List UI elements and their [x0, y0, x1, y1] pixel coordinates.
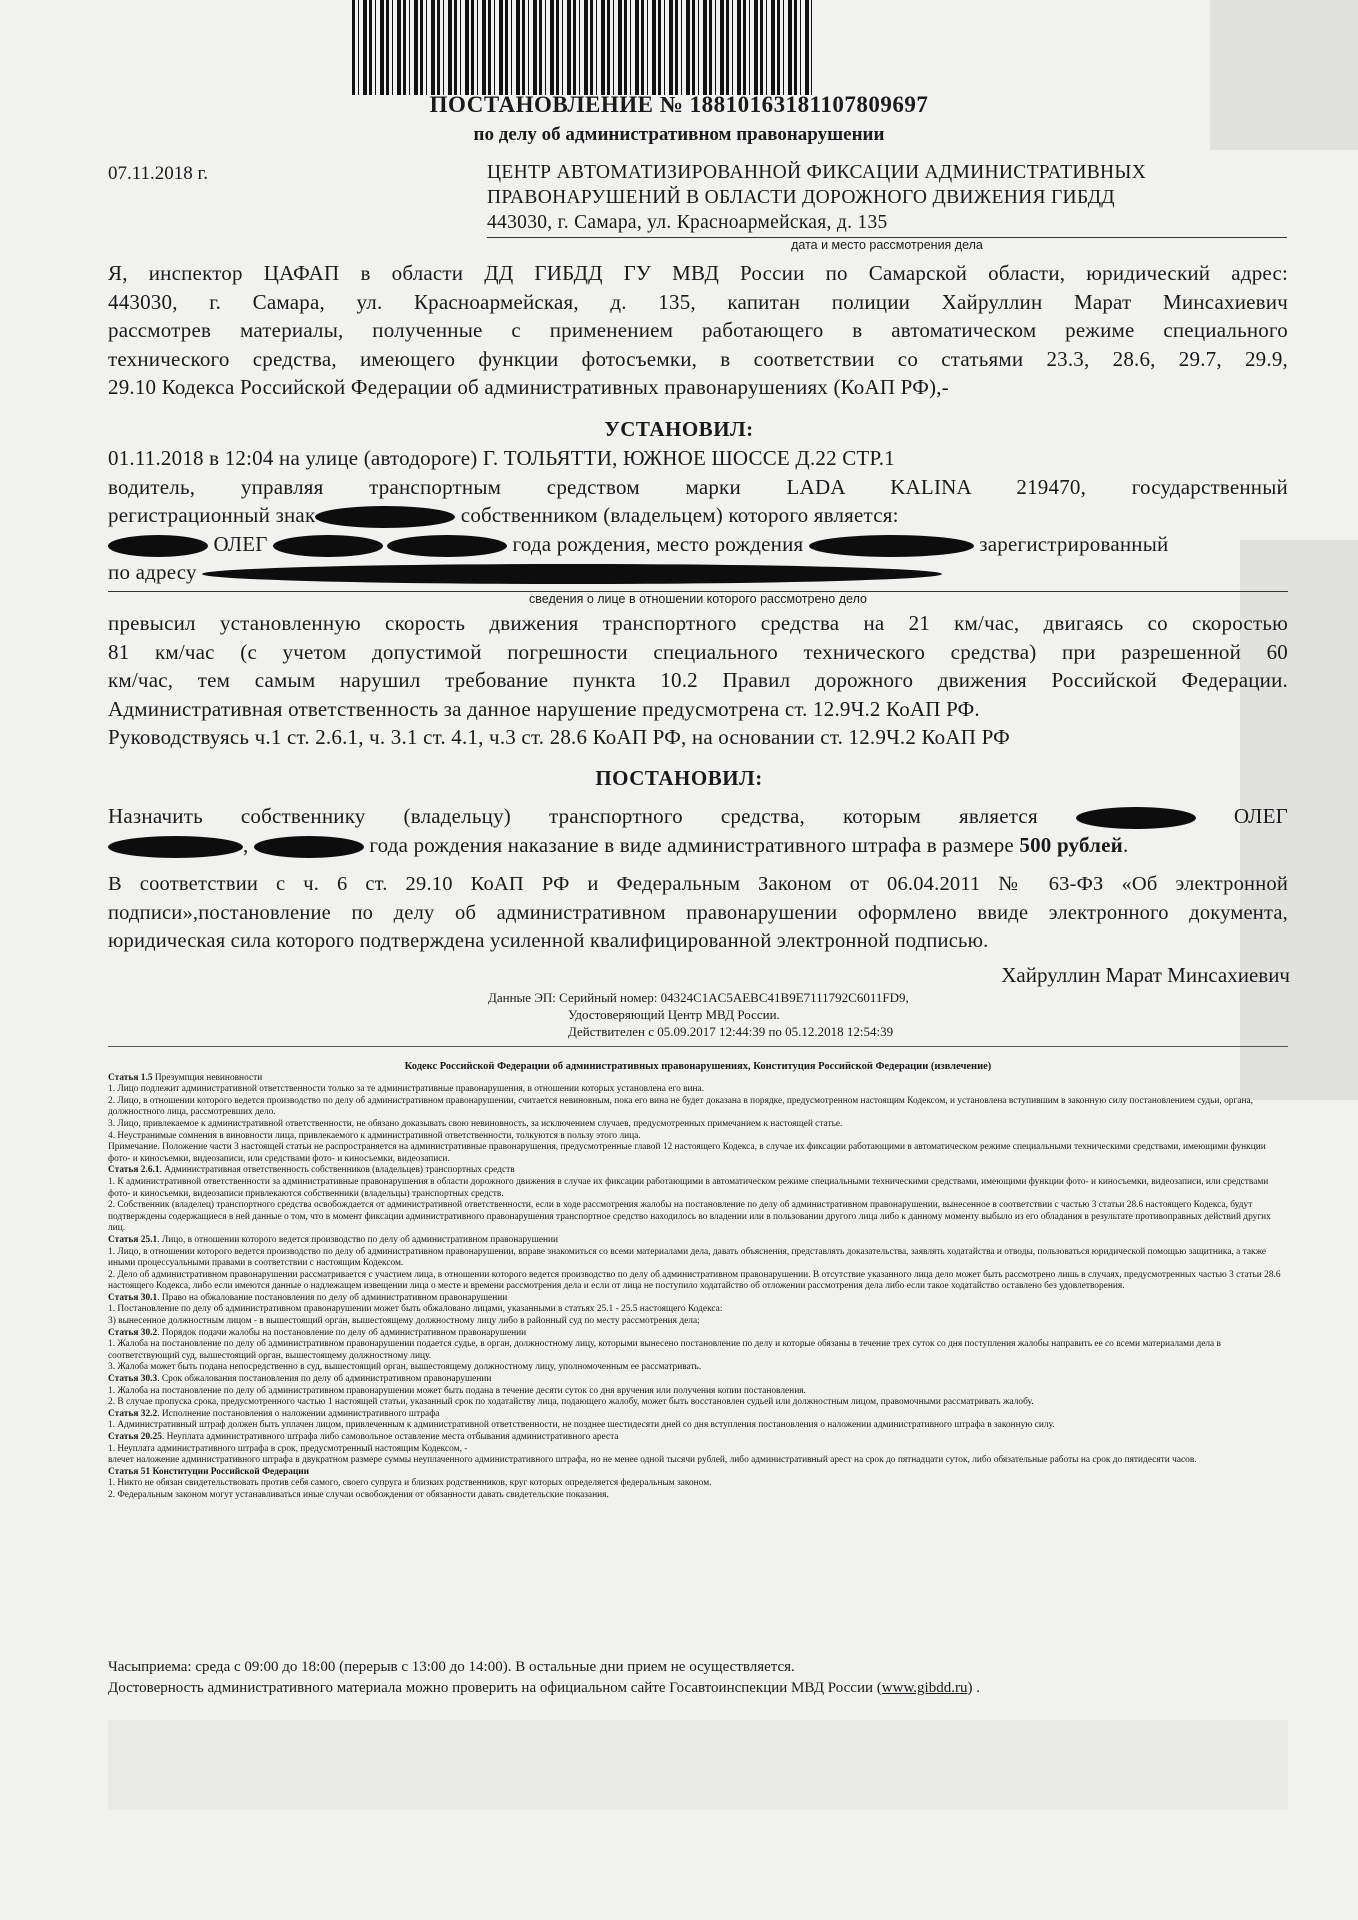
law-item — [108, 1096, 1288, 1119]
law-article-title: Статья 1.5 — [108, 1072, 153, 1083]
law-item-text: . Лицо, в отношении которого ведется производство по делу об административном правонарушении — [157, 1234, 559, 1245]
intro-line: 443030, г. Самара, ул. Красноармейская, д. 135, капитан полиции Хайруллин Марат Минсахиевич — [108, 289, 1288, 314]
law-item — [108, 1490, 1288, 1502]
document-title: ПОСТАНОВЛЕНИЕ № 18810163181107809697 — [429, 92, 929, 117]
law-item-text: . Неуплата административного штрафа либо самовольное оставление места отбывания административного ареста — [161, 1432, 619, 1442]
law-item-text: 4. Неустранимые сомнения в виновности лица, привлекаемого к административной ответственности, толкуются в пользу этого лица. — [108, 1130, 641, 1141]
redaction-mark — [202, 564, 942, 584]
law-item-text: 2. В случае пропуска срока, предусмотренного частью 1 настоящей статьи, указанный срок по ходатайству лица, подающего жалобу, может быть восстановлен судьей или должностным лицом, правомочными рассматривать жалобу. — [108, 1397, 1034, 1408]
signature-center: Удостоверяющий Центр МВД России. — [568, 1007, 780, 1022]
electronic-line: юридическая сила которого подтверждена усиленной квалифицированной электронной подписью. — [108, 930, 989, 952]
violation-line: км/час, тем самым нарушил требование пункта 10.2 Правил дорожного движения Российской Федерации. — [108, 668, 1288, 692]
law-item — [108, 1374, 1288, 1386]
law-item-text: 1. Лицо, в отношении которого ведется производство по делу об административном правонарушении, вправе знакомиться со всеми материалами дела, давать объяснения, представлять доказательства, заявлять ходатайства и отводы, пользоваться юридической помощью защитника, а также иными процессуальными правами в соответствии с настоящим Кодексом. — [108, 1246, 1267, 1269]
decision-text: года рождения наказание в виде административного штрафа в размере — [363, 832, 1020, 857]
law-article-title: Статья 20.25 — [108, 1432, 162, 1442]
law-title: Кодекс Российской Федерации об административных правонарушениях, Конституция Российской Федерации (извлечение) — [404, 1061, 992, 1072]
law-item — [108, 1409, 1288, 1421]
law-item-text: . Право на обжалование постановления по делу об административном правонарушении — [157, 1292, 508, 1303]
intro-line: рассмотрев материалы, полученные с применением работающего в автоматическом режиме специального — [108, 318, 1288, 342]
law-item-text: . Исполнение постановления о наложении административного штрафа — [157, 1408, 440, 1419]
signature-data — [488, 989, 909, 1040]
barcode — [352, 0, 812, 95]
established-line: водитель, управляя транспортным средством марки LADA KALINA 219470, государственный — [108, 474, 1288, 499]
verification-note — [108, 1678, 980, 1699]
established-line: 01.11.2018 в 12:04 на улице (автодороге) Г. ТОЛЬЯТТИ, ЮЖНОЕ ШОССЕ Д.22 СТР.1 — [108, 446, 895, 470]
law-item-text: . Порядок подачи жалобы на постановление по делу об административном правонарушении — [157, 1327, 527, 1338]
violation-line: Руководствуясь ч.1 ст. 2.6.1, ч. 3.1 ст. 4.1, ч.3 ст. 28.6 КоАП РФ, на основании ст. 12.9Ч.2 КоАП РФ — [108, 725, 1010, 749]
law-item-text: 1. Неуплата административного штрафа в срок, предусмотренный настоящим Кодексом, - — [108, 1443, 468, 1454]
law-item — [108, 1386, 1288, 1398]
redaction-mark — [108, 535, 208, 557]
law-item-text: 1. Постановление по делу об административном правонарушении может быть обжаловано лицами, указанными в статьях 25.1 - 25.5 настоящего Кодекса: — [108, 1304, 723, 1315]
intro-paragraph — [108, 259, 1288, 402]
established-line — [108, 558, 1288, 587]
redaction-mark — [387, 535, 507, 557]
signature-validity: Действителен с 05.09.2017 12:44:39 по 05.12.2018 12:54:39 — [568, 1024, 894, 1039]
law-item — [108, 1316, 1288, 1328]
law-item — [108, 1200, 1288, 1235]
law-item-text: 3. Лицо, привлекаемое к административной ответственности, не обязано доказывать свою невиновность, за исключением случаев, предусмотренных примечанием к настоящей статье. — [108, 1118, 843, 1129]
law-item-text: Презумпция невиновности — [152, 1072, 263, 1083]
signature-serial: Данные ЭП: Серийный номер: 04324C1AC5AEBC41B9E7111792C6011FD9, — [488, 990, 909, 1005]
established-line — [108, 501, 1288, 530]
person-caption: сведения о лице в отношении которого рассмотрено дело — [529, 592, 867, 606]
law-item — [108, 1444, 1288, 1456]
law-item-text: 1. К административной ответственности за административные правонарушения в области дорожного движения в случае их фиксации работающими в автоматическом режиме специальными техническими средствами, имеющими функции фото- и киносъемки, видеозаписи, или средствами фото- и киносъемки, видеозаписи привлекаются собственники (владельцы) транспортных средств. — [108, 1176, 1269, 1199]
law-item-text: 1. Никто не обязан свидетельствовать против себя самого, своего супруга и близких родственников, круг которых определяется федеральным законом. — [108, 1478, 712, 1489]
law-item — [108, 1304, 1288, 1316]
violation-line: превысил установленную скорость движения транспортного средства на 21 км/час, двигаясь со скоростью — [108, 611, 1288, 635]
law-article-title: Статья 30.3 — [108, 1374, 158, 1385]
redaction-mark — [315, 506, 455, 528]
law-item-text: Примечание. Положение части 3 настоящей статьи не распространяется на административные правонарушения, предусмотренные главой 12 настоящего Кодекса, в случае их фиксации работающими в автоматическом режиме специальными техническими средствами, имеющими функции фото- и киносъемки, видеозаписи, или средствами фото- и киносъемки, видеозаписи. — [108, 1142, 1266, 1164]
law-item — [108, 1432, 1288, 1444]
electronic-line: В соответствии с ч. 6 ст. 29.10 КоАП РФ и Федеральным Законом от 06.04.2011 № 63-ФЗ «Об электронной — [108, 873, 1288, 895]
decision-line — [108, 802, 1288, 831]
established-line — [108, 530, 1288, 559]
place-caption: дата и место рассмотрения дела — [791, 238, 983, 252]
electronic-paragraph — [108, 870, 1288, 956]
law-item — [108, 1328, 1288, 1340]
law-item — [108, 1247, 1288, 1270]
law-item-text: 1. Лицо подлежит административной ответственности только за те административные правонарушения, в отношении которых установлена его вина. — [108, 1084, 705, 1095]
law-excerpt — [108, 1061, 1288, 1502]
show-through-mark — [108, 1720, 1288, 1810]
law-item — [108, 1131, 1288, 1143]
law-item — [108, 1119, 1288, 1131]
law-item-text: . Срок обжалования постановления по делу об административном правонарушении — [157, 1374, 492, 1385]
violation-paragraph — [108, 609, 1288, 752]
law-item-text: 2. Собственник (владелец) транспортного средства освобождается от административной ответственности, если в ходе рассмотрения жалобы на постановление по делу об административном правонарушении, вынесенное в соответствии с частью 3 статьи 28.6 настоящего Кодекса, будут подтверждены содержащиеся в ней данные о том, что в момент фиксации административного правонарушения транспортное средство находилось во владении или в пользовании другого лица либо к данному моменту выбыло из его обладания в результате противоправных действий других лиц. — [108, 1200, 1271, 1234]
redaction-mark — [108, 836, 243, 858]
law-item — [108, 1362, 1288, 1374]
law-item — [108, 1455, 1288, 1467]
signer-name: Хайруллин Марат Минсахиевич — [1001, 963, 1290, 987]
law-items — [108, 1073, 1288, 1502]
law-item — [108, 1165, 1288, 1177]
established-heading: УСТАНОВИЛ: — [604, 417, 754, 441]
fine-amount: 500 рублей — [1019, 832, 1123, 857]
law-item — [108, 1293, 1288, 1305]
separator: , — [243, 832, 254, 857]
law-article-title: Статья 25.1 — [108, 1234, 158, 1245]
owner-label: собственником (владельцем) которого является: — [455, 503, 899, 527]
law-item — [108, 1073, 1288, 1085]
law-item-text: влечет наложение административного штрафа в двукратном размере суммы неуплаченного административного штрафа, но не менее одной тысячи рублей, либо административный арест на срок до пятнадцати суток, либо обязательные работы на срок до пятидесяти часов. — [108, 1455, 1197, 1466]
document-date: 07.11.2018 г. — [108, 163, 208, 184]
period: . — [1122, 832, 1129, 857]
law-item-text: 1. Жалоба на постановление по делу об административном правонарушении подается судье, в орган, должностному лицу, которыми вынесено постановление по делу и которые обязаны в течение трех суток со дня поступления жалобы направить ее со всеми материалами дела в соответствующий суд, вышестоящий орган, вышестоящему должностному лицу. — [108, 1339, 1221, 1361]
law-item-text: 1. Жалоба на постановление по делу об административном правонарушении может быть подана в течение десяти суток со дня вручения или получения копии постановления. — [108, 1385, 806, 1396]
organization-line: ПРАВОНАРУШЕНИЙ В ОБЛАСТИ ДОРОЖНОГО ДВИЖЕНИЯ ГИБДД — [487, 187, 1115, 208]
owner-first-name: ОЛЕГ — [208, 531, 274, 556]
document-subtitle: по делу об административном правонарушении — [473, 124, 885, 145]
law-item — [108, 1420, 1288, 1432]
law-item-text: . Административная ответственность собственников (владельцев) транспортных средств — [159, 1165, 515, 1176]
intro-line: Я, инспектор ЦАФАП в области ДД ГИБДД ГУ МВД России по Самарской области, юридический адрес: — [108, 261, 1288, 285]
footer — [108, 1657, 980, 1699]
electronic-line: подписи»,постановление по делу об административном правонарушении оформлено ввиде электронного документа, — [108, 901, 1288, 924]
birth-label: года рождения, место рождения — [507, 531, 809, 556]
law-item — [108, 1142, 1288, 1165]
law-item — [108, 1339, 1288, 1362]
law-item — [108, 1467, 1288, 1479]
verification-text: Достоверность административного материала можно проверить на официальном сайте Госавтоинспекции МВД России ( — [108, 1680, 882, 1696]
organization-line: ЦЕНТР АВТОМАТИЗИРОВАННОЙ ФИКСАЦИИ АДМИНИСТРАТИВНЫХ — [487, 162, 1147, 183]
law-item — [108, 1397, 1288, 1409]
organization-address: 443030, г. Самара, ул. Красноармейская, д. 135 — [487, 212, 888, 233]
law-item — [108, 1177, 1288, 1200]
intro-line: технического средства, имеющего функции фотосъемки, в соответствии со статьями 23.3, 28.6, 29.7, 29.9, — [108, 346, 1288, 371]
owner-first-name: ОЛЕГ — [1195, 804, 1288, 828]
redaction-mark — [1076, 807, 1196, 829]
law-item-text: 2. Лицо, в отношении которого ведется производство по делу об административном правонарушении, считается невиновным, пока его вина не будет доказана в порядке, предусмотренном настоящим Кодексом, и установлена вступившим в законную силу постановлением судьи, органа, должностного лица, рассмотревших дело. — [108, 1095, 1254, 1118]
law-item — [108, 1084, 1288, 1096]
law-article-title: Статья 51 Конституции Российской Федерации — [108, 1466, 310, 1477]
law-item-text: 2. Федеральным законом могут устанавливаться иные случаи освобождения от обязанности давать свидетельские показания. — [108, 1489, 609, 1500]
intro-line: 29.10 Кодекса Российской Федерации об административных правонарушениях (КоАП РФ),- — [108, 375, 949, 399]
law-item-text: 3. Жалоба может быть подана непосредственно в суд, вышестоящий орган, вышестоящему должностному лицу, уполномоченным ее рассматривать. — [108, 1362, 702, 1373]
divider — [108, 1046, 1288, 1047]
law-article-title: Статья 30.2 — [108, 1327, 158, 1338]
decision-text: Назначить собственнику (владельцу) транспортного средства, которым является — [108, 804, 1076, 828]
redaction-mark — [254, 836, 364, 858]
law-item — [108, 1270, 1288, 1293]
violation-line: 81 км/час (с учетом допустимой погрешности специального технического средства) при разрешенной 60 — [108, 639, 1288, 664]
law-article-title: Статья 32.2 — [108, 1408, 158, 1419]
decision-line — [108, 831, 1288, 860]
redaction-mark — [273, 535, 383, 557]
law-article-title: Статья 2.6.1 — [108, 1165, 160, 1176]
registered-label: зарегистрированный — [973, 531, 1169, 556]
decided-heading: ПОСТАНОВИЛ: — [595, 766, 763, 790]
law-article-title: Статья 30.1 — [108, 1292, 158, 1303]
law-item — [108, 1235, 1288, 1247]
organization-block — [487, 160, 1146, 235]
law-item — [108, 1478, 1288, 1490]
gibdd-link[interactable]: www.gibdd.ru — [881, 1680, 968, 1696]
law-item-text: 3) вынесенное должностным лицом - в вышестоящий орган, вышестоящему должностному лицу либо в районный суд по месту рассмотрения дела; — [108, 1316, 700, 1327]
address-label: по адресу — [108, 560, 203, 584]
law-item-text: 2. Дело об административном правонарушении рассматривается с участием лица, в отношении которого ведется производство по делу об административном правонарушении. В отсутствие указанного лица дело может быть рассмотрено лишь в случаях, предусмотренных частью 3 статьи 28.6 настоящего Кодекса, либо если имеются данные о надлежащем извещении лица о месте и времени рассмотрения дела и если от лица не поступило ходатайство об отложении рассмотрения дела либо если такое ходатайство оставлено без удовлетворения. — [108, 1269, 1281, 1292]
reception-hours: Часыприема: среда с 09:00 до 18:00 (перерыв с 13:00 до 14:00). В остальные дни прием не осуществляется. — [108, 1659, 795, 1675]
violation-line: Административная ответственность за данное нарушение предусмотрена ст. 12.9Ч.2 КоАП РФ. — [108, 696, 980, 721]
verification-end: ) . — [967, 1680, 980, 1696]
law-item-text: 1. Административный штраф должен быть уплачен лицом, привлеченным к административной ответственности, не позднее шестидесяти дней со дня вступления постановления о наложении административного штрафа в законную силу. — [108, 1420, 1055, 1431]
decision-paragraph — [108, 802, 1288, 859]
redaction-mark — [809, 535, 974, 557]
established-paragraph — [108, 444, 1288, 587]
plate-label: регистрационный знак — [108, 503, 316, 527]
